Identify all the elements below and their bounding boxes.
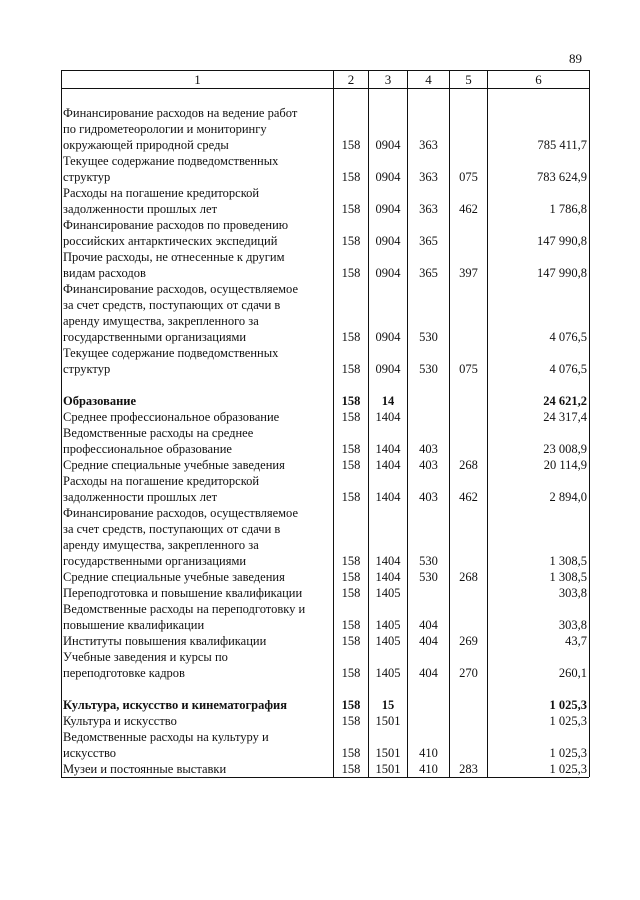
- row-target-code: 363: [408, 185, 450, 217]
- table-row: [62, 281, 590, 345]
- row-expense-code: [450, 393, 488, 409]
- row-section-code: 1501: [369, 761, 408, 777]
- row-amount: 43,7: [488, 633, 590, 649]
- row-target-code: 530: [408, 281, 450, 345]
- row-amount: 1 786,8: [488, 185, 590, 217]
- row-description: Финансирование расходов по проведению российских антарктических экспедиций: [62, 217, 334, 249]
- row-description: Культура, искусство и кинематография: [62, 697, 334, 713]
- row-expense-code: [450, 105, 488, 153]
- row-target-code: 530: [408, 505, 450, 569]
- row-target-code: [408, 585, 450, 601]
- row-section-code: 1404: [369, 425, 408, 457]
- row-target-code: 363: [408, 153, 450, 185]
- table-body: [62, 89, 590, 778]
- row-amount: 23 008,9: [488, 425, 590, 457]
- row-amount: 24 317,4: [488, 409, 590, 425]
- row-description: Институты повышения квалификации: [62, 633, 334, 649]
- row-section-code: 0904: [369, 249, 408, 281]
- row-description: Среднее профессиональное образование: [62, 409, 334, 425]
- budget-table: [61, 70, 590, 777]
- table-row: [62, 569, 590, 585]
- row-ministry-code: 158: [334, 217, 369, 249]
- row-expense-code: 268: [450, 457, 488, 473]
- row-description: Средние специальные учебные заведения: [62, 457, 334, 473]
- header-col-4: 4: [408, 71, 450, 89]
- row-ministry-code: 158: [334, 345, 369, 377]
- row-description: Музеи и постоянные выставки: [62, 761, 334, 777]
- row-amount: 20 114,9: [488, 457, 590, 473]
- row-ministry-code: 158: [334, 249, 369, 281]
- table-row: [62, 649, 590, 681]
- row-ministry-code: 158: [334, 473, 369, 505]
- table-row: [62, 633, 590, 649]
- row-section-code: 1404: [369, 457, 408, 473]
- table-row: [62, 457, 590, 473]
- row-section-code: 1404: [369, 505, 408, 569]
- row-section-code: 1404: [369, 569, 408, 585]
- spacer-cell: [450, 89, 488, 106]
- row-target-code: 404: [408, 601, 450, 633]
- table-row: [62, 345, 590, 377]
- row-target-code: 403: [408, 473, 450, 505]
- row-expense-code: 075: [450, 345, 488, 377]
- spacer-cell: [408, 89, 450, 106]
- row-amount: 260,1: [488, 649, 590, 681]
- row-description: Ведомственные расходы на переподготовку и повышение квалификации: [62, 601, 334, 633]
- row-expense-code: 075: [450, 153, 488, 185]
- spacer-row: [62, 377, 590, 393]
- row-amount: 1 025,3: [488, 697, 590, 713]
- table-row: [62, 217, 590, 249]
- row-description: Ведомственные расходы на среднее профессиональное образование: [62, 425, 334, 457]
- row-amount: 1 025,3: [488, 761, 590, 777]
- row-section-code: 0904: [369, 153, 408, 185]
- row-ministry-code: 158: [334, 761, 369, 777]
- spacer-cell: [450, 681, 488, 697]
- row-ministry-code: 158: [334, 105, 369, 153]
- spacer-cell: [408, 681, 450, 697]
- spacer-cell: [62, 681, 334, 697]
- row-description: Расходы на погашение кредиторской задолженности прошлых лет: [62, 185, 334, 217]
- row-ministry-code: 158: [334, 425, 369, 457]
- row-description: Образование: [62, 393, 334, 409]
- row-description: Средние специальные учебные заведения: [62, 569, 334, 585]
- row-target-code: [408, 697, 450, 713]
- row-section-code: 0904: [369, 105, 408, 153]
- row-expense-code: [450, 281, 488, 345]
- row-expense-code: [450, 713, 488, 729]
- row-ministry-code: 158: [334, 585, 369, 601]
- table-row: [62, 713, 590, 729]
- row-amount: 303,8: [488, 601, 590, 633]
- row-target-code: 404: [408, 633, 450, 649]
- table-row: [62, 249, 590, 281]
- row-expense-code: 270: [450, 649, 488, 681]
- row-section-code: 0904: [369, 185, 408, 217]
- row-expense-code: [450, 505, 488, 569]
- table-row: [62, 105, 590, 153]
- row-description: Текущее содержание подведомственных структур: [62, 345, 334, 377]
- row-expense-code: [450, 697, 488, 713]
- row-section-code: 14: [369, 393, 408, 409]
- spacer-cell: [488, 377, 590, 393]
- table-row: [62, 505, 590, 569]
- spacer-cell: [334, 681, 369, 697]
- row-amount: 1 025,3: [488, 729, 590, 761]
- spacer-row: [62, 89, 590, 106]
- row-description: Финансирование расходов, осуществляемое за счет средств, поступающих от сдачи в аренду имущества, закрепленного за государственными организациями: [62, 505, 334, 569]
- header-col-6: 6: [488, 71, 590, 89]
- row-ministry-code: 158: [334, 281, 369, 345]
- row-target-code: 363: [408, 105, 450, 153]
- row-expense-code: 462: [450, 185, 488, 217]
- row-ministry-code: 158: [334, 713, 369, 729]
- row-target-code: 403: [408, 425, 450, 457]
- spacer-cell: [62, 89, 334, 106]
- row-ministry-code: 158: [334, 409, 369, 425]
- row-amount: 303,8: [488, 585, 590, 601]
- budget-table-container: [61, 70, 589, 790]
- spacer-cell: [488, 681, 590, 697]
- row-section-code: 1501: [369, 729, 408, 761]
- row-section-code: 0904: [369, 345, 408, 377]
- row-target-code: 403: [408, 457, 450, 473]
- table-row: [62, 761, 590, 777]
- row-ministry-code: 158: [334, 457, 369, 473]
- row-amount: 783 624,9: [488, 153, 590, 185]
- section-row: [62, 393, 590, 409]
- row-target-code: 365: [408, 249, 450, 281]
- table-header: [62, 71, 590, 89]
- table-row: [62, 601, 590, 633]
- table-row: [62, 585, 590, 601]
- row-target-code: 530: [408, 345, 450, 377]
- row-amount: 4 076,5: [488, 345, 590, 377]
- row-amount: 24 621,2: [488, 393, 590, 409]
- row-amount: 2 894,0: [488, 473, 590, 505]
- spacer-cell: [369, 89, 408, 106]
- header-col-2: 2: [334, 71, 369, 89]
- row-description: Переподготовка и повышение квалификации: [62, 585, 334, 601]
- row-section-code: 1405: [369, 585, 408, 601]
- row-amount: 1 025,3: [488, 713, 590, 729]
- table-row: [62, 473, 590, 505]
- row-section-code: 1405: [369, 649, 408, 681]
- row-ministry-code: 158: [334, 505, 369, 569]
- row-amount: 1 308,5: [488, 569, 590, 585]
- row-target-code: [408, 393, 450, 409]
- row-target-code: 530: [408, 569, 450, 585]
- row-description: Культура и искусство: [62, 713, 334, 729]
- row-expense-code: [450, 601, 488, 633]
- row-target-code: 410: [408, 729, 450, 761]
- row-ministry-code: 158: [334, 601, 369, 633]
- row-section-code: 1405: [369, 633, 408, 649]
- header-row: [62, 71, 590, 89]
- row-target-code: 404: [408, 649, 450, 681]
- row-section-code: 1404: [369, 409, 408, 425]
- header-col-3: 3: [369, 71, 408, 89]
- row-ministry-code: 158: [334, 697, 369, 713]
- spacer-cell: [450, 377, 488, 393]
- row-expense-code: [450, 425, 488, 457]
- row-expense-code: 283: [450, 761, 488, 777]
- row-expense-code: 269: [450, 633, 488, 649]
- row-amount: 785 411,7: [488, 105, 590, 153]
- row-target-code: 365: [408, 217, 450, 249]
- row-description: Учебные заведения и курсы по переподготовке кадров: [62, 649, 334, 681]
- row-amount: 4 076,5: [488, 281, 590, 345]
- row-description: Финансирование расходов на ведение работ по гидрометеорологии и мониторингу окружающей природной среды: [62, 105, 334, 153]
- table-row: [62, 729, 590, 761]
- row-description: Ведомственные расходы на культуру и искусство: [62, 729, 334, 761]
- page-number: 89: [569, 51, 582, 66]
- row-amount: 1 308,5: [488, 505, 590, 569]
- row-description: Финансирование расходов, осуществляемое за счет средств, поступающих от сдачи в аренду имущества, закрепленного за государственными организациями: [62, 281, 334, 345]
- row-description: Прочие расходы, не отнесенные к другим видам расходов: [62, 249, 334, 281]
- row-section-code: 1405: [369, 601, 408, 633]
- row-ministry-code: 158: [334, 393, 369, 409]
- header-col-1: 1: [62, 71, 334, 89]
- spacer-cell: [334, 377, 369, 393]
- row-target-code: 410: [408, 761, 450, 777]
- spacer-cell: [369, 681, 408, 697]
- row-section-code: 0904: [369, 281, 408, 345]
- row-expense-code: [450, 729, 488, 761]
- row-expense-code: 462: [450, 473, 488, 505]
- row-section-code: 1404: [369, 473, 408, 505]
- row-amount: 147 990,8: [488, 217, 590, 249]
- header-col-5: 5: [450, 71, 488, 89]
- row-target-code: [408, 713, 450, 729]
- row-expense-code: [450, 585, 488, 601]
- row-amount: 147 990,8: [488, 249, 590, 281]
- spacer-cell: [408, 377, 450, 393]
- row-expense-code: 268: [450, 569, 488, 585]
- row-ministry-code: 158: [334, 633, 369, 649]
- row-section-code: 15: [369, 697, 408, 713]
- row-description: Расходы на погашение кредиторской задолженности прошлых лет: [62, 473, 334, 505]
- row-expense-code: [450, 409, 488, 425]
- table-bottom-border: [61, 777, 589, 778]
- spacer-row: [62, 681, 590, 697]
- spacer-cell: [369, 377, 408, 393]
- row-ministry-code: 158: [334, 649, 369, 681]
- table-row: [62, 425, 590, 457]
- spacer-cell: [334, 89, 369, 106]
- spacer-cell: [488, 89, 590, 106]
- row-expense-code: 397: [450, 249, 488, 281]
- table-row: [62, 153, 590, 185]
- row-ministry-code: 158: [334, 153, 369, 185]
- row-ministry-code: 158: [334, 185, 369, 217]
- spacer-cell: [62, 377, 334, 393]
- table-row: [62, 409, 590, 425]
- table-row: [62, 185, 590, 217]
- row-section-code: 0904: [369, 217, 408, 249]
- row-ministry-code: 158: [334, 569, 369, 585]
- row-section-code: 1501: [369, 713, 408, 729]
- row-target-code: [408, 409, 450, 425]
- row-ministry-code: 158: [334, 729, 369, 761]
- row-description: Текущее содержание подведомственных структур: [62, 153, 334, 185]
- section-row: [62, 697, 590, 713]
- row-expense-code: [450, 217, 488, 249]
